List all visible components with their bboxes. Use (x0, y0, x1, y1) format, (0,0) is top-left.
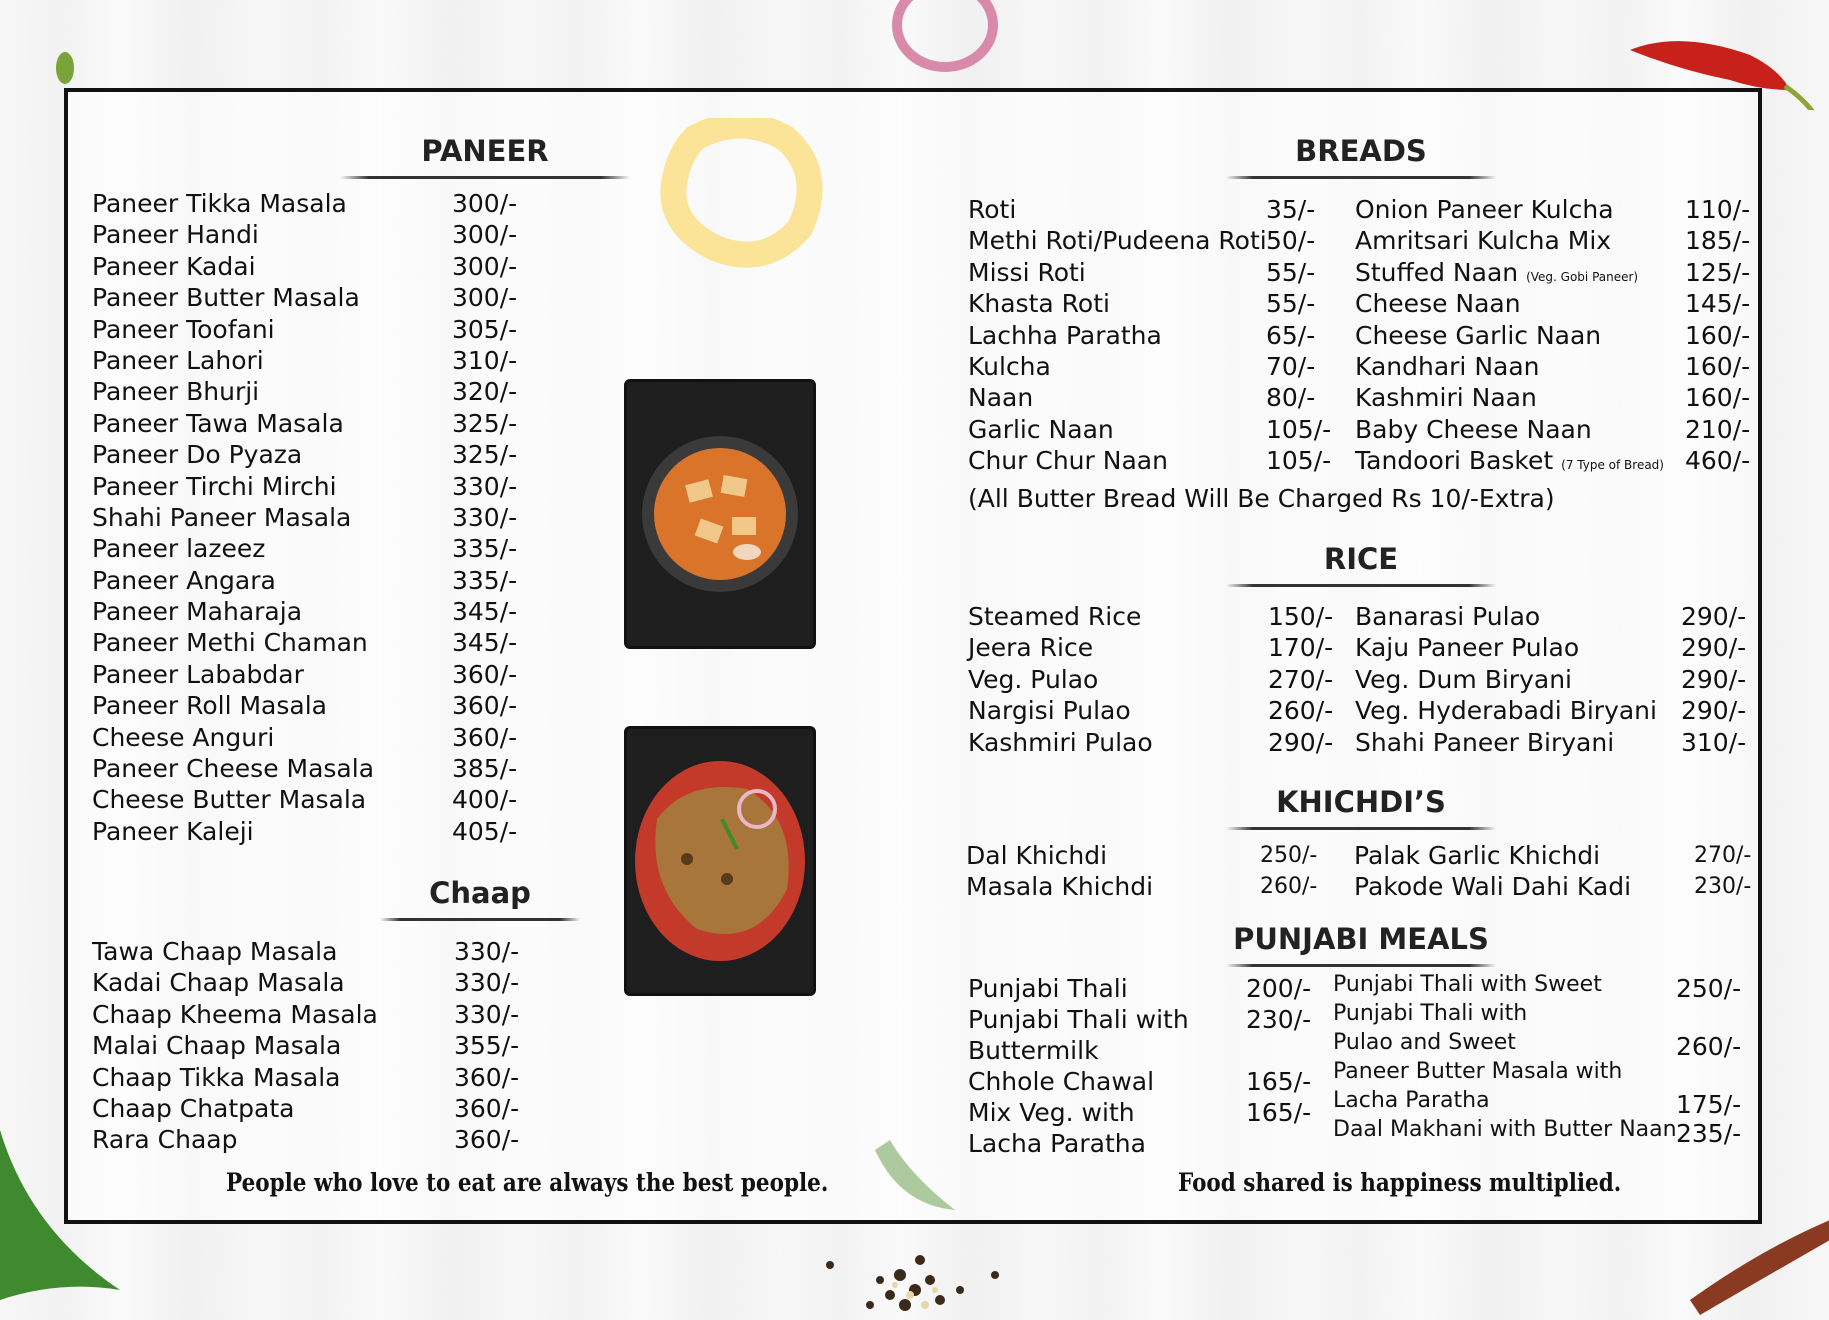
menu-item: Cheese Naan 145/- (1355, 289, 1751, 319)
menu-item: Chaap Kheema Masala 330/- (92, 999, 520, 1029)
menu-item: Kashmiri Naan 160/- (1355, 383, 1751, 413)
green-chili-decoration (50, 48, 80, 88)
menu-item: Palak Garlic Khichdi 270/- (1354, 841, 1752, 870)
menu-item: Pakode Wali Dahi Kadi 230/- (1354, 872, 1752, 902)
menu-item: Nargisi Pulao 260/- (968, 696, 1334, 726)
punjabi-item-name: Punjabi Thali with (968, 1005, 1189, 1034)
punjabi-item-name: Daal Makhani with Butter Naan (1333, 1117, 1677, 1142)
menu-item: Paneer Maharaja 345/- (92, 597, 518, 627)
punjabi-item-name: Paneer Butter Masala with (1333, 1059, 1623, 1084)
menu-item: Paneer Bhurji 320/- (92, 377, 518, 407)
menu-item: Chaap Tikka Masala 360/- (92, 1062, 520, 1092)
paneer-curry-image (627, 382, 813, 646)
menu-item: Onion Paneer Kulcha 110/- (1355, 195, 1751, 224)
menu-item: Chaap Chatpata 360/- (92, 1093, 520, 1123)
right-quote: Food shared is happiness multiplied. (1178, 1168, 1622, 1197)
breads-left-list (968, 194, 1348, 477)
menu-item: Paneer Kadai 300/- (92, 251, 518, 281)
chaap-dish-image (627, 729, 813, 993)
menu-item: Shahi Paneer Masala 330/- (92, 502, 518, 532)
punjabi-item-name: Punjabi Thali (968, 974, 1128, 1003)
khichdi-heading: KHICHDI’S (1226, 785, 1496, 830)
khichdi-right-list (1354, 840, 1754, 903)
rice-left-list (968, 601, 1348, 758)
menu-item: Paneer Butter Masala 300/- (92, 283, 518, 313)
menu-item: Paneer Lahori 310/- (92, 345, 518, 375)
onion-ring-decoration (880, 0, 1010, 90)
paneer-list (92, 188, 518, 847)
punjabi-item-name: Punjabi Thali with (1333, 1001, 1528, 1026)
menu-item: Jeera Rice 170/- (968, 633, 1334, 663)
menu-item: Shahi Paneer Biryani 310/- (1355, 727, 1747, 757)
menu-item: Paneer Tawa Masala 325/- (92, 408, 518, 438)
menu-item: Masala Khichdi 260/- (966, 872, 1318, 902)
menu-item: Missi Roti 55/- (968, 257, 1316, 287)
chaap-dish-photo (624, 726, 816, 996)
paneer-heading: PANEER (340, 134, 630, 179)
menu-item: Lachha Paratha 65/- (968, 320, 1316, 350)
punjabi-item-name: Lacha Paratha (1333, 1088, 1490, 1113)
punjabi-item-name: Lacha Paratha (968, 1129, 1146, 1158)
punjabi-item-name: Pulao and Sweet (1333, 1030, 1516, 1055)
punjabi-price: 235/- (1676, 1119, 1742, 1148)
menu-item: Veg. Pulao 270/- (968, 664, 1334, 694)
peppercorns-decoration (810, 1235, 1010, 1316)
breads-footnote: (All Butter Bread Will Be Charged Rs 10/-Extra) (968, 484, 1555, 513)
menu-item: Paneer Angara 335/- (92, 565, 518, 595)
punjabi-item-name: Chhole Chawal (968, 1067, 1155, 1096)
menu-item: Kandhari Naan 160/- (1355, 351, 1751, 381)
menu-item: Rara Chaap 360/- (92, 1125, 520, 1155)
khichdi-left-list (966, 840, 1346, 903)
menu-item: Paneer Lababdar 360/- (92, 659, 518, 689)
rice-right-list (1355, 601, 1755, 758)
menu-item: Kaju Paneer Pulao 290/- (1355, 633, 1747, 663)
punjabi-item-name: Buttermilk (968, 1036, 1099, 1065)
menu-item: Malai Chaap Masala 355/- (92, 1031, 520, 1061)
menu-item: Cheese Garlic Naan 160/- (1355, 320, 1751, 350)
menu-item: Paneer Roll Masala 360/- (92, 691, 518, 721)
menu-item: Roti 35/- (968, 195, 1316, 224)
punjabi-price: 200/- (1246, 974, 1312, 1003)
menu-item: Cheese Butter Masala 400/- (92, 785, 518, 815)
punjabi-price: 165/- (1246, 1067, 1312, 1096)
rice-heading: RICE (1226, 542, 1496, 587)
menu-item: Paneer Do Pyaza 325/- (92, 440, 518, 470)
menu-item: Tawa Chaap Masala 330/- (92, 937, 520, 966)
punjabi-price: 260/- (1676, 1032, 1742, 1061)
menu-frame (64, 88, 1762, 1224)
breads-right-list (1355, 194, 1755, 477)
punjabi-price: 230/- (1246, 1005, 1312, 1034)
punjabi-price: 175/- (1676, 1090, 1742, 1119)
menu-item: Kadai Chaap Masala 330/- (92, 968, 520, 998)
menu-item: Veg. Dum Biryani 290/- (1355, 664, 1747, 694)
menu-item: Paneer Tikka Masala 300/- (92, 189, 518, 218)
chaap-heading: Chaap (380, 876, 580, 921)
menu-item: Paneer lazeez 335/- (92, 534, 518, 564)
menu-item: Dal Khichdi 250/- (966, 841, 1318, 870)
chaap-list (92, 936, 520, 1156)
menu-item: Garlic Naan 105/- (968, 414, 1332, 444)
punjabi-price: 250/- (1676, 974, 1742, 1003)
menu-item: Stuffed Naan (Veg. Gobi Paneer) 125/- (1355, 257, 1751, 287)
menu-item: Naan 80/- (968, 383, 1316, 413)
menu-item: Amritsari Kulcha Mix 185/- (1355, 226, 1751, 256)
menu-item: Baby Cheese Naan 210/- (1355, 414, 1751, 444)
menu-item: Steamed Rice 150/- (968, 602, 1334, 631)
menu-item: Kashmiri Pulao 290/- (968, 727, 1334, 757)
left-quote: People who love to eat are always the best people. (226, 1168, 829, 1197)
breads-heading: BREADS (1226, 134, 1496, 179)
menu-item: Banarasi Pulao 290/- (1355, 602, 1747, 631)
menu-item: Paneer Tirchi Mirchi 330/- (92, 471, 518, 501)
cinnamon-decoration (1680, 1210, 1829, 1320)
menu-item: Paneer Methi Chaman 345/- (92, 628, 518, 658)
punjabi-meals-heading: PUNJABI MEALS (1226, 922, 1496, 967)
menu-item: Paneer Toofani 305/- (92, 314, 518, 344)
menu-item: Veg. Hyderabadi Biryani 290/- (1355, 696, 1747, 726)
menu-item: Methi Roti/Pudeena Roti 50/- (968, 226, 1316, 256)
menu-item: Paneer Cheese Masala 385/- (92, 754, 518, 784)
menu-item: Paneer Kaleji 405/- (92, 816, 518, 846)
menu-item: Tandoori Basket (7 Type of Bread) 460/- (1355, 446, 1751, 476)
punjabi-price: 165/- (1246, 1098, 1312, 1127)
menu-item: Cheese Anguri 360/- (92, 722, 518, 752)
menu-item: Kulcha 70/- (968, 351, 1316, 381)
paneer-dish-photo (624, 379, 816, 649)
menu-item: Khasta Roti 55/- (968, 289, 1316, 319)
menu-item: Chur Chur Naan 105/- (968, 446, 1332, 476)
menu-item: Paneer Handi 300/- (92, 220, 518, 250)
punjabi-item-name: Mix Veg. with (968, 1098, 1135, 1127)
punjabi-item-name: Punjabi Thali with Sweet (1333, 972, 1602, 997)
